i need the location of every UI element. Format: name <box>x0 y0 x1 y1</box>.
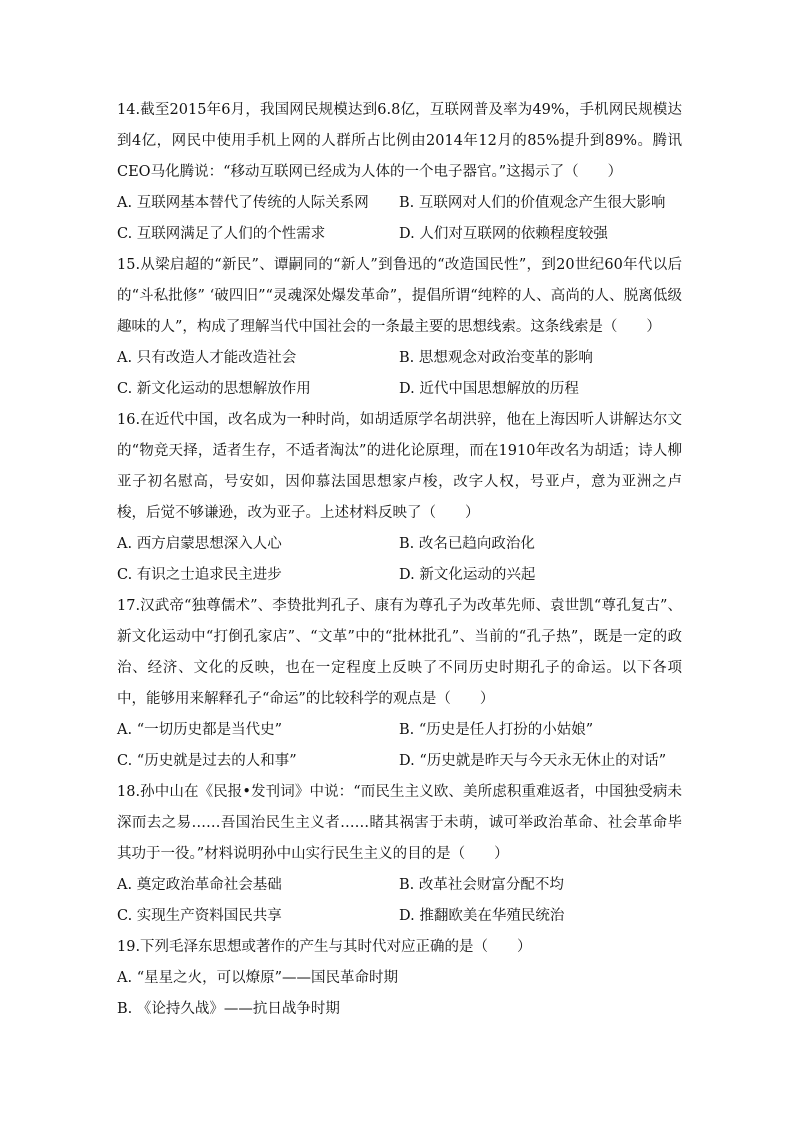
option-c: C. 有识之士追求民主进步 <box>117 567 282 583</box>
option-b: B. 改革社会财富分配不均 <box>399 877 564 893</box>
option-grid <box>117 715 682 777</box>
question-19 <box>117 932 682 1025</box>
option-a: A. 只有改造人才能改造社会 <box>117 350 297 366</box>
question-stem: 15.从梁启超的“新民”、谭嗣同的“新人”到鲁迅的“改造国民性”，到20世纪60年代以后的“斗私批修” ‘破四旧”“灵魂深处爆发革命”，提倡所谓“纯粹的人、高尚的人、脱离低级趣味的人”，构成了理解当代中国社会的一条最主要的思想线索。这条线索是（ ） <box>117 257 682 335</box>
option-c: C. 新文化运动的思想解放作用 <box>117 381 311 397</box>
question-stem: 17.汉武帝“独尊儒术”、李贽批判孔子、康有为尊孔子为改革先师、袁世凯“尊孔复古”、新文化运动中“打倒孔家店”、“文革”中的“批林批孔”、当前的“孔子热”，既是一定的政治、经济、文化的反映，也在一定程度上反映了不同历史时期孔子的命运。以下各项中，能够用来解释孔子“命运”的比较科学的观点是（ ） <box>117 598 682 707</box>
option-b: B. 思想观念对政治变革的影响 <box>399 350 593 366</box>
option-b: B. 互联网对人们的价值观念产生很大影响 <box>399 195 666 211</box>
question-16 <box>117 405 682 591</box>
question-stem: 14.截至2015年6月，我国网民规模达到6.8亿，互联网普及率为49%，手机网民规模达到4亿，网民中使用手机上网的人群所占比例由2014年12月的85%提升到89%。腾讯CEO马化腾说：“移动互联网已经成为人体的一个电子器官。”这揭示了（ ） <box>117 102 682 180</box>
option-d: D. 新文化运动的兴起 <box>399 567 536 583</box>
question-18 <box>117 777 682 932</box>
option-grid <box>117 343 682 405</box>
option-b: B. “历史是任人打扮的小姑娘” <box>399 722 594 738</box>
question-14 <box>117 95 682 250</box>
question-17 <box>117 591 682 777</box>
option-a: A. 互联网基本替代了传统的人际关系网 <box>117 195 369 211</box>
question-stem: 19.下列毛泽东思想或著作的产生与其时代对应正确的是（ ） <box>117 939 532 955</box>
option-a: A. “星星之火，可以燎原”——国民革命时期 <box>117 970 399 986</box>
option-c: C. 实现生产资料国民共享 <box>117 908 282 924</box>
option-d: D. “历史就是昨天与今天永无休止的对话” <box>399 753 667 769</box>
option-b: B. 《论持久战》——抗日战争时期 <box>117 1001 340 1017</box>
question-stem: 16.在近代中国，改名成为一种时尚，如胡适原学名胡洪骍，他在上海因听人讲解达尔文的“物竞天择，适者生存，不适者淘汰”的进化论原理，而在1910年改名为胡适；诗人柳亚子初名慰高，号安如，因仰慕法国思想家卢梭，改字人权，号亚卢，意为亚洲之卢梭，后觉不够谦逊，改为亚子。上述材料反映了（ ） <box>117 412 682 521</box>
option-d: D. 近代中国思想解放的历程 <box>399 381 579 397</box>
option-grid <box>117 529 682 591</box>
option-d: D. 推翻欧美在华殖民统治 <box>399 908 565 924</box>
exam-page <box>117 95 682 1025</box>
option-a: A. 奠定政治革命社会基础 <box>117 877 282 893</box>
question-stem: 18.孙中山在《民报•发刊词》中说：“而民生主义欧、美所虑积重难返者，中国独受病未深而去之易……吾国治民生主义者……睹其祸害于未萌，诚可举政治革命、社会革命毕其功于一役。”材料说明孙中山实行民生主义的目的是（ ） <box>117 784 682 862</box>
option-a: A. “一切历史都是当代史” <box>117 722 283 738</box>
option-grid <box>117 870 682 932</box>
option-grid <box>117 188 682 250</box>
option-a: A. 西方启蒙思想深入人心 <box>117 536 282 552</box>
option-c: C. 互联网满足了人们的个性需求 <box>117 226 326 242</box>
question-15 <box>117 250 682 405</box>
option-list <box>117 963 682 1025</box>
option-b: B. 改名已趋向政治化 <box>399 536 535 552</box>
option-c: C. “历史就是过去的人和事” <box>117 753 297 769</box>
option-d: D. 人们对互联网的依赖程度较强 <box>399 226 608 242</box>
